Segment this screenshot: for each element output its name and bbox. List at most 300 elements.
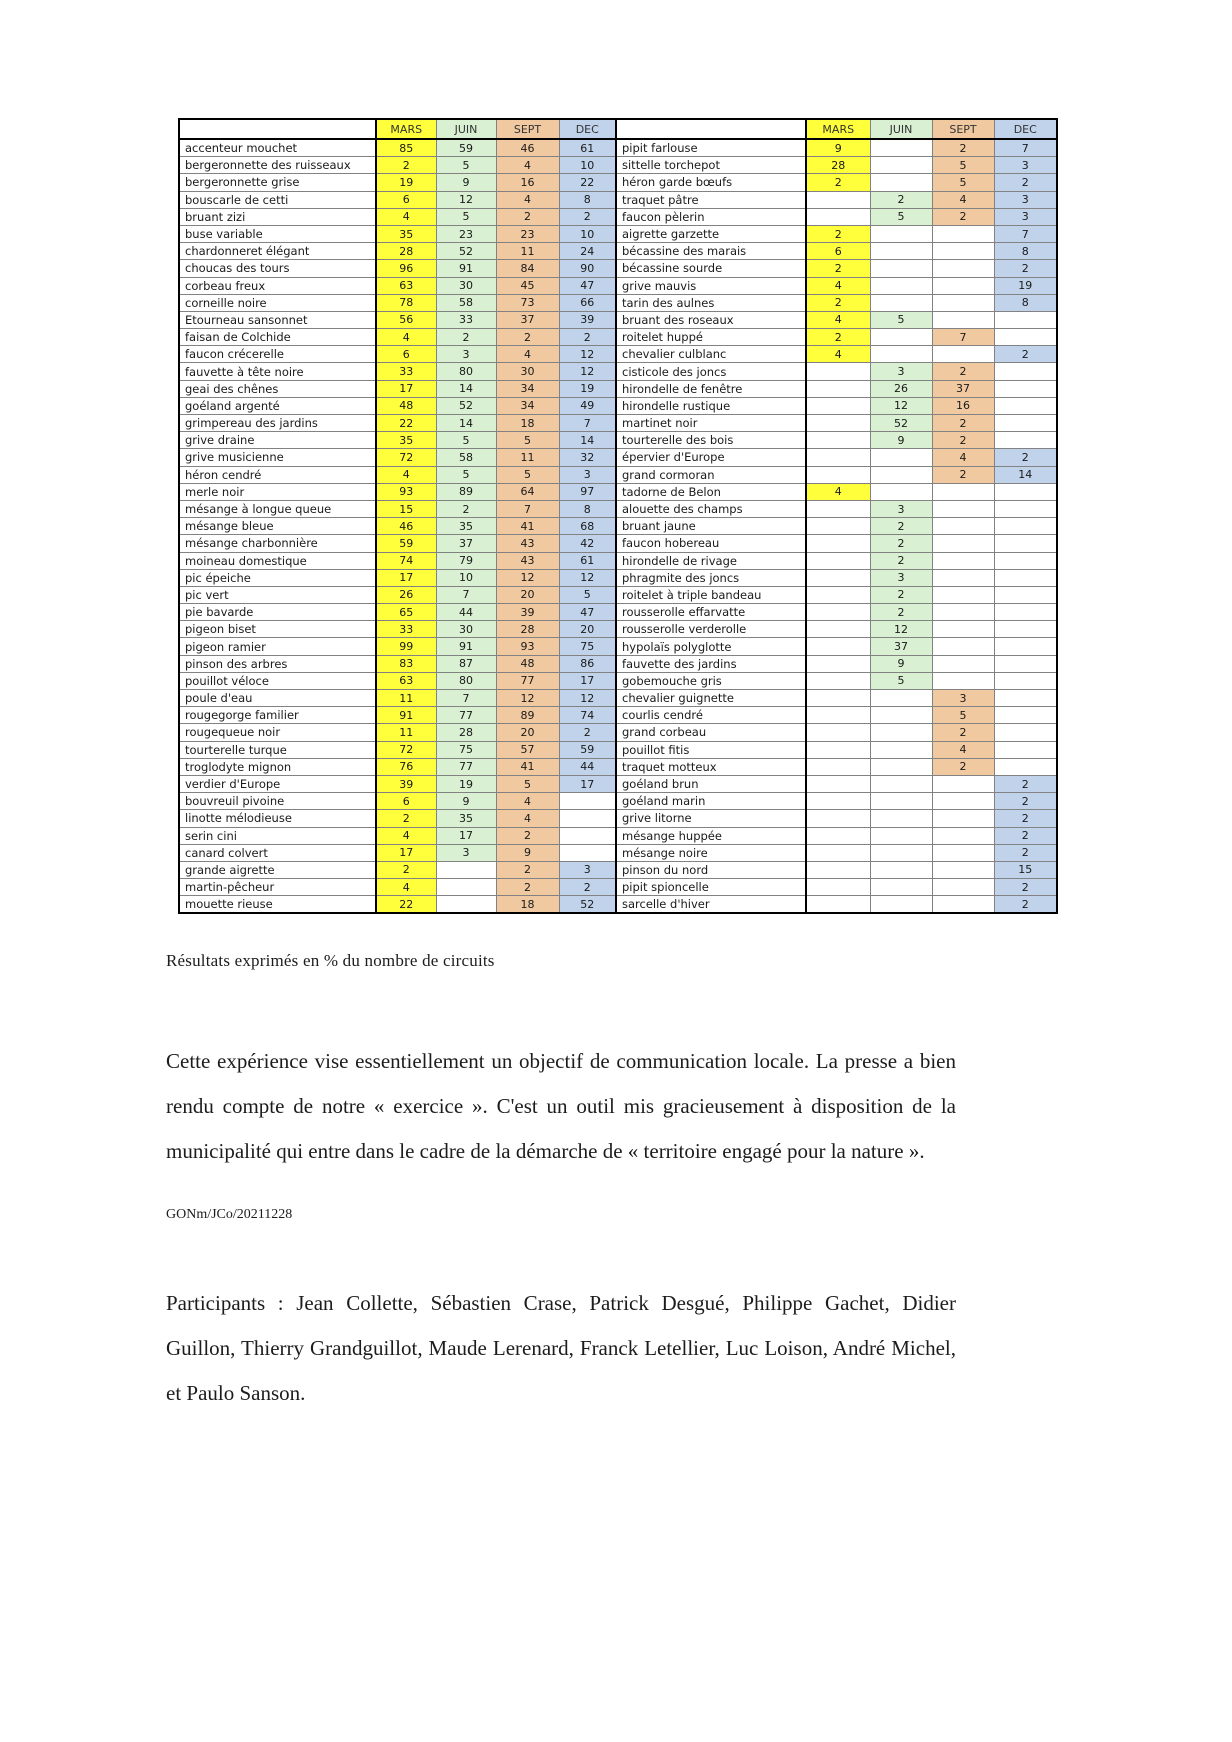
table-row [179,466,1057,483]
month-header-MARS: MARS [376,119,436,139]
value-cell: 3 [870,500,932,517]
species-name-cell: mésange huppée [616,827,806,844]
value-cell: 2 [932,139,994,157]
month-header-DEC: DEC [559,119,616,139]
value-cell: 33 [376,621,436,638]
value-cell [994,758,1057,775]
value-cell [932,604,994,621]
value-cell: 46 [496,139,559,157]
month-header-DEC: DEC [994,119,1057,139]
value-cell [806,380,870,397]
value-cell: 2 [496,879,559,896]
value-cell: 7 [994,225,1057,242]
value-cell: 2 [994,793,1057,810]
value-cell: 2 [994,449,1057,466]
table-row [179,432,1057,449]
value-cell [870,827,932,844]
value-cell [806,552,870,569]
value-cell: 2 [870,518,932,535]
value-cell: 11 [496,243,559,260]
value-cell: 5 [436,157,496,174]
table-row [179,139,1057,157]
value-cell: 12 [496,690,559,707]
value-cell [870,896,932,914]
value-cell: 2 [376,157,436,174]
value-cell: 9 [806,139,870,157]
value-cell [870,793,932,810]
value-cell [994,621,1057,638]
value-cell [870,346,932,363]
value-cell: 2 [932,466,994,483]
value-cell: 35 [376,432,436,449]
species-name-cell: rousserolle effarvatte [616,604,806,621]
value-cell: 35 [436,518,496,535]
value-cell: 39 [376,775,436,792]
value-cell [932,793,994,810]
value-cell: 3 [994,157,1057,174]
species-name-cell: chardonneret élégant [179,243,376,260]
value-cell [932,243,994,260]
species-name-cell: fauvette des jardins [616,655,806,672]
table-caption: Résultats exprimés en % du nombre de circuits [166,951,495,970]
value-cell [932,311,994,328]
value-cell: 83 [376,655,436,672]
species-name-cell: pouillot véloce [179,672,376,689]
value-cell [870,260,932,277]
value-cell [870,449,932,466]
value-cell: 35 [436,810,496,827]
table-row [179,672,1057,689]
value-cell: 26 [870,380,932,397]
species-name-cell: grimpereau des jardins [179,415,376,432]
value-cell [932,621,994,638]
value-cell [932,225,994,242]
value-cell [994,329,1057,346]
value-cell: 73 [496,294,559,311]
value-cell: 91 [376,707,436,724]
value-cell: 34 [496,380,559,397]
value-cell: 77 [436,758,496,775]
value-cell [870,277,932,294]
value-cell [806,432,870,449]
species-name-cell: poule d'eau [179,690,376,707]
species-name-cell: sarcelle d'hiver [616,896,806,914]
table-row [179,775,1057,792]
species-name-cell: épervier d'Europe [616,449,806,466]
value-cell: 2 [496,861,559,878]
table-row [179,174,1057,191]
value-cell [870,690,932,707]
value-cell [932,260,994,277]
value-cell: 2 [376,810,436,827]
value-cell: 5 [436,208,496,225]
value-cell: 4 [496,810,559,827]
value-cell: 4 [806,346,870,363]
value-cell: 47 [559,277,616,294]
value-cell: 19 [994,277,1057,294]
value-cell [932,552,994,569]
value-cell: 2 [806,329,870,346]
value-cell: 87 [436,655,496,672]
value-cell: 20 [496,724,559,741]
value-cell [870,758,932,775]
value-cell: 7 [559,415,616,432]
value-cell: 5 [870,208,932,225]
value-cell: 43 [496,552,559,569]
value-cell: 96 [376,260,436,277]
value-cell: 2 [994,844,1057,861]
species-name-cell: tourterelle turque [179,741,376,758]
value-cell: 5 [496,432,559,449]
value-cell [806,415,870,432]
value-cell: 99 [376,638,436,655]
table-row [179,243,1057,260]
species-name-cell: héron cendré [179,466,376,483]
value-cell [870,861,932,878]
table-row [179,621,1057,638]
value-cell [932,518,994,535]
species-name-cell: corbeau freux [179,277,376,294]
value-cell [994,483,1057,500]
results-table [178,118,1058,914]
value-cell [806,449,870,466]
empty-header-cell [616,119,806,139]
value-cell: 14 [994,466,1057,483]
value-cell: 5 [436,466,496,483]
table-row [179,294,1057,311]
species-name-cell: hypolaïs polyglotte [616,638,806,655]
value-cell: 2 [806,260,870,277]
species-name-cell: pinson du nord [616,861,806,878]
value-cell: 33 [436,311,496,328]
value-cell: 37 [436,535,496,552]
table-row [179,655,1057,672]
value-cell [806,775,870,792]
value-cell: 18 [496,415,559,432]
value-cell: 49 [559,397,616,414]
value-cell: 41 [496,758,559,775]
value-cell: 86 [559,655,616,672]
value-cell: 2 [870,552,932,569]
value-cell: 9 [436,174,496,191]
value-cell [436,879,496,896]
species-name-cell: tourterelle des bois [616,432,806,449]
value-cell: 2 [496,827,559,844]
value-cell: 58 [436,294,496,311]
value-cell: 3 [994,208,1057,225]
value-cell: 12 [870,621,932,638]
value-cell: 4 [376,466,436,483]
species-name-cell: traquet motteux [616,758,806,775]
value-cell [806,604,870,621]
value-cell: 3 [870,363,932,380]
value-cell: 4 [932,191,994,208]
species-name-cell: bruant jaune [616,518,806,535]
value-cell [994,638,1057,655]
value-cell: 76 [376,758,436,775]
value-cell: 2 [994,896,1057,914]
value-cell: 7 [436,586,496,603]
value-cell: 35 [376,225,436,242]
species-name-cell: serin cini [179,827,376,844]
month-header-MARS: MARS [806,119,870,139]
value-cell [806,793,870,810]
table-row [179,225,1057,242]
value-cell [806,861,870,878]
value-cell: 5 [559,586,616,603]
value-cell: 52 [436,397,496,414]
value-cell: 5 [436,432,496,449]
value-cell: 19 [376,174,436,191]
value-cell [806,827,870,844]
value-cell: 2 [994,346,1057,363]
species-name-cell: courlis cendré [616,707,806,724]
value-cell: 3 [994,191,1057,208]
value-cell: 80 [436,363,496,380]
value-cell: 5 [870,311,932,328]
value-cell: 22 [559,174,616,191]
value-cell [994,432,1057,449]
value-cell: 80 [436,672,496,689]
value-cell: 2 [994,260,1057,277]
species-name-cell: accenteur mouchet [179,139,376,157]
value-cell [806,569,870,586]
value-cell: 66 [559,294,616,311]
value-cell [932,638,994,655]
value-cell: 37 [496,311,559,328]
value-cell [932,483,994,500]
species-name-cell: grive litorne [616,810,806,827]
value-cell [932,810,994,827]
value-cell [806,638,870,655]
value-cell [436,896,496,914]
value-cell: 12 [559,363,616,380]
table-row [179,449,1057,466]
species-name-cell: grand corbeau [616,724,806,741]
species-name-cell: pipit spioncelle [616,879,806,896]
value-cell: 89 [436,483,496,500]
value-cell [806,810,870,827]
value-cell: 2 [932,363,994,380]
value-cell [932,277,994,294]
value-cell: 2 [376,861,436,878]
value-cell: 89 [496,707,559,724]
table-row [179,810,1057,827]
value-cell: 11 [496,449,559,466]
species-name-cell: verdier d'Europe [179,775,376,792]
species-name-cell: pigeon biset [179,621,376,638]
body-paragraph: Cette expérience vise essentiellement un objectif de communication locale. La presse a bien rendu compte de notre « exercice ». C'est un outil mis gracieusement à disposition de la municipalité qui entre dans le cadre de la démarche de « territoire engagé pour la nature ». [166,1049,956,1163]
value-cell [870,329,932,346]
species-name-cell: aigrette garzette [616,225,806,242]
species-name-cell: pic épeiche [179,569,376,586]
value-cell: 74 [559,707,616,724]
value-cell: 10 [559,157,616,174]
value-cell: 19 [436,775,496,792]
value-cell: 3 [559,466,616,483]
value-cell [806,758,870,775]
value-cell: 2 [994,879,1057,896]
value-cell: 2 [496,208,559,225]
value-cell: 14 [559,432,616,449]
value-cell [436,861,496,878]
value-cell: 4 [932,741,994,758]
value-cell: 17 [559,672,616,689]
species-name-cell: mésange bleue [179,518,376,535]
value-cell [806,363,870,380]
species-name-cell: rousserolle verderolle [616,621,806,638]
species-name-cell: alouette des champs [616,500,806,517]
species-name-cell: bergeronnette grise [179,174,376,191]
value-cell: 58 [436,449,496,466]
value-cell [870,879,932,896]
value-cell [870,707,932,724]
species-name-cell: mésange charbonnière [179,535,376,552]
table-row [179,586,1057,603]
reference-line: GONm/JCo/20211228 [166,1207,293,1222]
value-cell [806,466,870,483]
species-name-cell: hirondelle de rivage [616,552,806,569]
species-name-cell: buse variable [179,225,376,242]
species-name-cell: bouscarle de cetti [179,191,376,208]
table-row [179,793,1057,810]
value-cell: 17 [376,844,436,861]
value-cell: 14 [436,415,496,432]
species-name-cell: troglodyte mignon [179,758,376,775]
value-cell: 7 [994,139,1057,157]
value-cell: 26 [376,586,436,603]
species-name-cell: chevalier guignette [616,690,806,707]
value-cell [870,483,932,500]
value-cell [559,793,616,810]
value-cell: 75 [559,638,616,655]
value-cell [806,208,870,225]
value-cell [806,741,870,758]
species-name-cell: goéland brun [616,775,806,792]
value-cell: 17 [376,380,436,397]
value-cell: 63 [376,672,436,689]
value-cell: 2 [994,775,1057,792]
value-cell: 2 [496,329,559,346]
value-cell: 74 [376,552,436,569]
value-cell: 28 [436,724,496,741]
value-cell: 2 [559,879,616,896]
value-cell: 37 [870,638,932,655]
value-cell: 77 [496,672,559,689]
value-cell: 7 [932,329,994,346]
value-cell: 2 [559,208,616,225]
value-cell: 2 [870,191,932,208]
table-row [179,896,1057,914]
value-cell: 93 [496,638,559,655]
value-cell: 15 [994,861,1057,878]
species-name-cell: rougegorge familier [179,707,376,724]
value-cell: 5 [932,707,994,724]
species-name-cell: bergeronnette des ruisseaux [179,157,376,174]
value-cell: 68 [559,518,616,535]
value-cell [994,690,1057,707]
species-name-cell: goéland marin [616,793,806,810]
value-cell [806,586,870,603]
participants-paragraph: Participants : Jean Collette, Sébastien Crase, Patrick Desgué, Philippe Gachet, Didier Guillon, Thierry Grandguillot, Maude Lerenard, Franck Letellier, Luc Loison, André Michel, et Paulo Sanson. [166,1291,956,1405]
value-cell: 56 [376,311,436,328]
value-cell: 6 [376,346,436,363]
value-cell: 9 [870,655,932,672]
value-cell: 59 [376,535,436,552]
value-cell: 85 [376,139,436,157]
table-row [179,552,1057,569]
species-name-cell: hirondelle rustique [616,397,806,414]
value-cell: 78 [376,294,436,311]
value-cell: 2 [932,432,994,449]
value-cell: 37 [932,380,994,397]
value-cell: 4 [376,329,436,346]
value-cell: 79 [436,552,496,569]
value-cell [806,896,870,914]
value-cell [932,672,994,689]
value-cell [932,500,994,517]
value-cell: 4 [806,277,870,294]
value-cell [806,397,870,414]
header-row [179,119,1057,139]
table-row [179,363,1057,380]
value-cell: 91 [436,260,496,277]
species-name-cell: grive musicienne [179,449,376,466]
value-cell: 24 [559,243,616,260]
value-cell [994,518,1057,535]
value-cell [932,586,994,603]
value-cell: 17 [376,569,436,586]
table-row [179,346,1057,363]
value-cell [994,741,1057,758]
value-cell: 2 [870,535,932,552]
value-cell: 11 [376,724,436,741]
value-cell: 28 [376,243,436,260]
value-cell: 23 [436,225,496,242]
table-row [179,690,1057,707]
value-cell: 2 [994,810,1057,827]
value-cell [870,294,932,311]
table-row [179,311,1057,328]
value-cell: 2 [806,294,870,311]
table-row [179,758,1057,775]
value-cell [806,500,870,517]
value-cell: 5 [932,174,994,191]
value-cell: 8 [994,294,1057,311]
value-cell: 2 [436,329,496,346]
value-cell: 2 [932,415,994,432]
value-cell: 2 [870,604,932,621]
value-cell: 2 [994,827,1057,844]
value-cell: 2 [932,758,994,775]
value-cell: 20 [559,621,616,638]
value-cell [932,861,994,878]
species-name-cell: bouvreuil pivoine [179,793,376,810]
value-cell: 52 [870,415,932,432]
species-name-cell: gobemouche gris [616,672,806,689]
value-cell: 3 [932,690,994,707]
value-cell [870,243,932,260]
species-name-cell: phragmite des joncs [616,569,806,586]
table-row [179,861,1057,878]
value-cell: 33 [376,363,436,380]
month-header-JUIN: JUIN [436,119,496,139]
value-cell: 12 [559,569,616,586]
value-cell: 9 [870,432,932,449]
value-cell [870,174,932,191]
value-cell: 61 [559,139,616,157]
value-cell [994,552,1057,569]
